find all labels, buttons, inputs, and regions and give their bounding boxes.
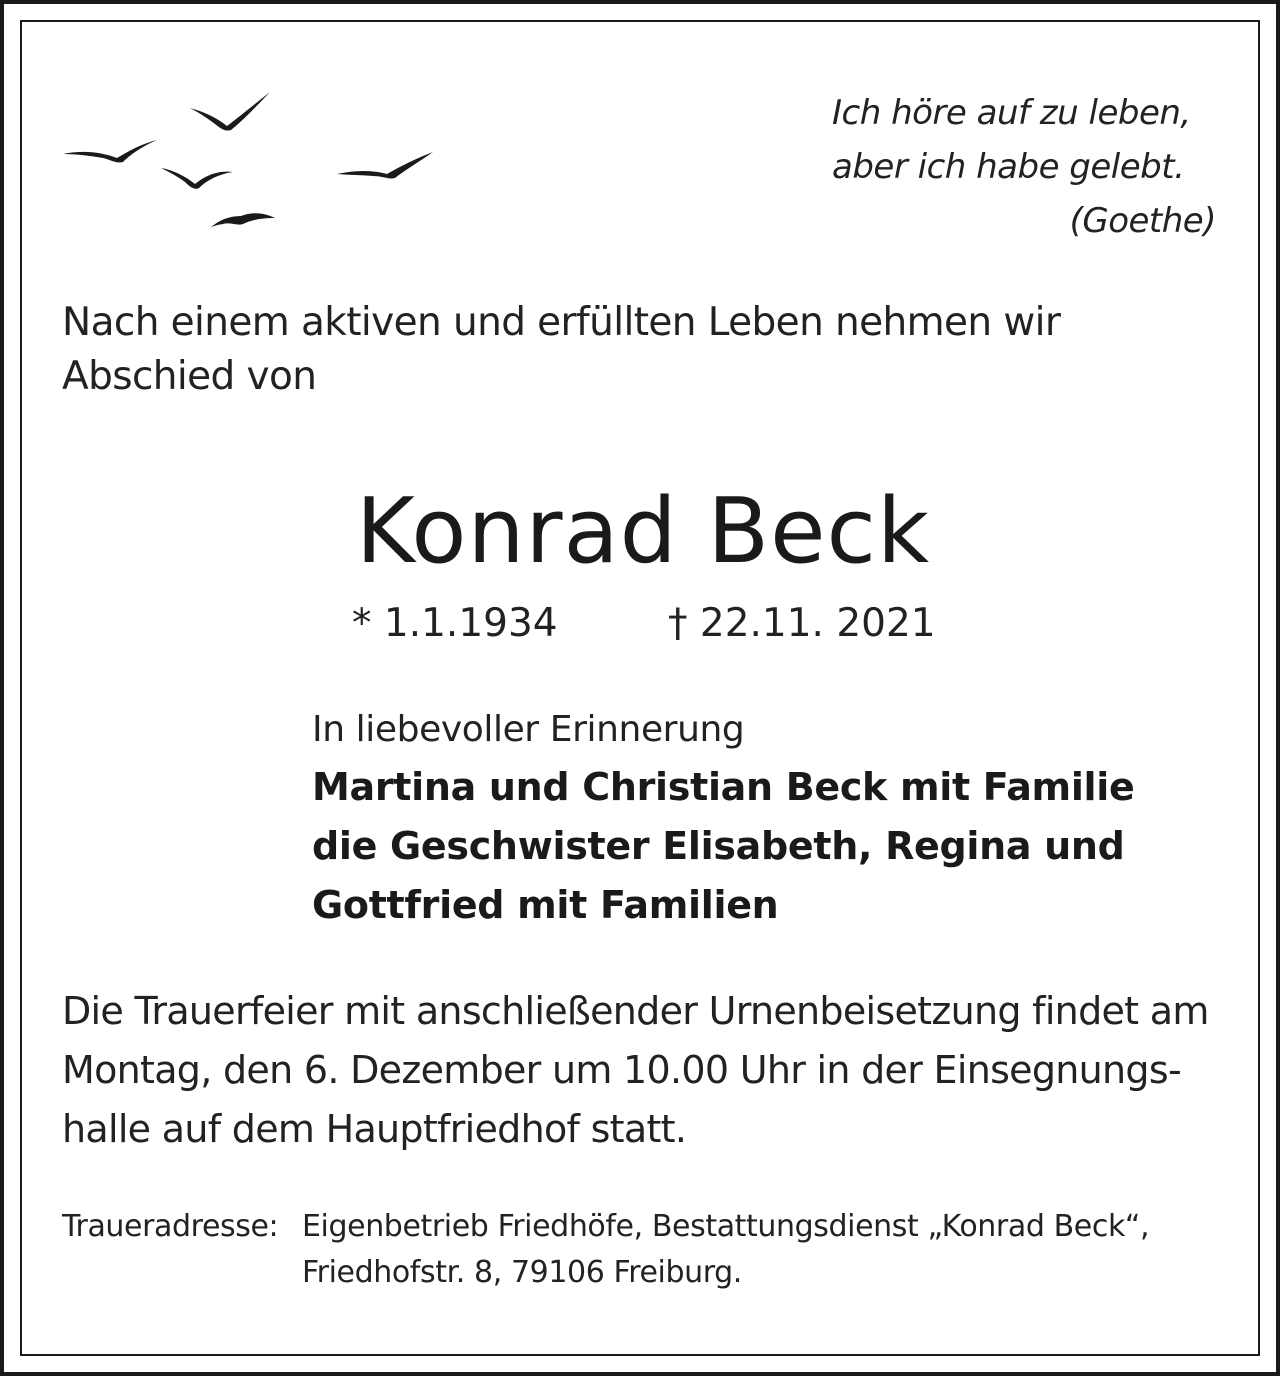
- ceremony-line-3: halle auf dem Hauptfriedhof statt.: [62, 1107, 687, 1151]
- birth-date: * 1.1.1934: [352, 601, 558, 646]
- mourners-block: [312, 702, 1252, 935]
- goethe-quote: [832, 86, 1222, 248]
- quote-line-2: aber ich habe gelebt.: [832, 147, 1185, 187]
- mourners-line-1: Martina und Christian Beck mit Familie: [312, 765, 1135, 809]
- quote-line-1: Ich höre auf zu leben,: [832, 93, 1191, 133]
- mourning-address: [302, 1204, 1242, 1296]
- ceremony-info: [62, 982, 1228, 1159]
- flying-birds-icon: [55, 80, 445, 250]
- mourners-line-2: die Geschwister Elisabeth, Regina und: [312, 824, 1125, 868]
- ceremony-line-2: Montag, den 6. Dezember um 10.00 Uhr in der Einsegnungs-: [62, 1048, 1181, 1092]
- farewell-intro: Nach einem aktiven und erfüllten Leben nehmen wir Abschied von: [62, 300, 1061, 399]
- mourners-line-3: Gottfried mit Familien: [312, 883, 779, 927]
- remembrance-text: In liebevoller Erinnerung: [312, 709, 745, 750]
- death-date: † 22.11. 2021: [668, 601, 936, 646]
- ceremony-line-1: Die Trauerfeier mit anschließender Urnenbeisetzung findet am: [62, 989, 1209, 1033]
- quote-author: (Goethe): [1069, 201, 1216, 241]
- address-label: Traueradresse:: [62, 1209, 279, 1244]
- address-line-1: Eigenbetrieb Friedhöfe, Bestattungsdienst „Konrad Beck“,: [302, 1209, 1150, 1244]
- address-line-2: Friedhofstr. 8, 79106 Freiburg.: [302, 1255, 742, 1290]
- deceased-name: Konrad Beck: [355, 479, 931, 584]
